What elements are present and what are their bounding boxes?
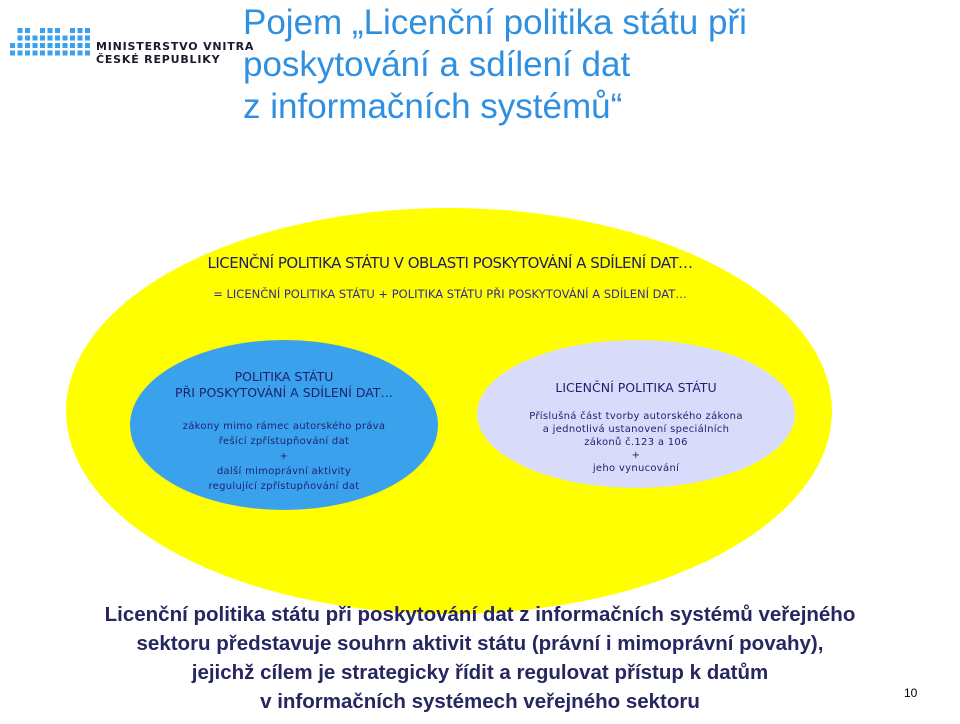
logo-dot [70,36,75,41]
logo-dot [85,36,90,41]
logo-dot [70,28,75,33]
logo-dot [85,43,90,48]
logo-dot [25,36,30,41]
left-title-line-1: POLITIKA STÁTU [234,369,334,384]
left-body-line-1: zákony mimo rámec autorského práva [182,421,386,432]
right-ellipse-title: LICENČNÍ POLITIKA STÁTU [555,380,717,395]
left-ellipse-title [130,369,438,401]
logo-dot [63,36,68,41]
title-line-3: z informačních systémů“ [243,87,623,126]
diagram-header-main: LICENČNÍ POLITIKA STÁTU V OBLASTI POSKYTOVÁNÍ A SDÍLENÍ DAT… [207,254,693,272]
logo-dot [10,51,15,56]
right-body-line-1: Příslušná část tvorby autorského zákona [529,411,743,422]
logo-dot [78,43,83,48]
page-number: 10 [904,686,918,700]
logo-dot [18,51,23,56]
slide-title [243,2,943,128]
summary-line-4: v informačních systémech veřejného sektoru [260,690,700,713]
diagram-header-sub: = LICENČNÍ POLITIKA STÁTU + POLITIKA STÁTU PŘI POSKYTOVÁNÍ A SDÍLENÍ DAT… [213,287,687,301]
summary-definition [0,600,960,716]
right-body-line-5: jeho vynucování [592,463,680,474]
logo-dot [78,51,83,56]
logo-dot [25,43,30,48]
summary-line-2: sektoru představuje souhrn aktivit státu (právní i mimoprávní povahy), [136,632,824,655]
logo-dot [48,36,53,41]
left-body-line-4: další mimoprávní aktivity [216,466,352,477]
logo-dot [40,36,45,41]
logo-dot [33,51,38,56]
logo-dot [63,43,68,48]
ministry-name-line-2: ČESKÉ REPUBLIKY [96,53,221,66]
logo-dot [40,51,45,56]
right-ellipse-body [477,410,795,475]
logo-dot [85,51,90,56]
logo-dot [33,36,38,41]
right-body-line-2: a jednotlivá ustanovení speciálních [542,424,730,435]
logo-dot [33,43,38,48]
logo-dot [10,43,15,48]
logo-dot [48,28,53,33]
logo-dot [18,28,23,33]
ministry-name [96,40,254,66]
logo-dot [48,51,53,56]
logo-dot [55,28,60,33]
left-body-line-2: řešící zpřístupňování dat [218,436,350,447]
logo-dot [70,43,75,48]
title-line-1: Pojem „Licenční politika státu při [243,3,747,42]
summary-line-3: jejichž cílem je strategicky řídit a regulovat přístup k datům [191,661,769,684]
logo-dot [63,51,68,56]
logo-dot [25,51,30,56]
logo-dot [55,43,60,48]
logo-dot [48,43,53,48]
left-ellipse-body [130,419,438,494]
logo-dot [55,36,60,41]
logo-dot [78,28,83,33]
left-title-line-2: PŘI POSKYTOVÁNÍ A SDÍLENÍ DAT… [175,385,393,400]
logo-dot [78,36,83,41]
logo-dot [18,36,23,41]
logo-dot [70,51,75,56]
logo-dot [40,43,45,48]
title-line-2: poskytování a sdílení dat [243,45,631,84]
right-body-line-3: zákonů č.123 a 106 [584,437,688,448]
logo-dot [85,28,90,33]
logo-dot [55,51,60,56]
summary-line-1: Licenční politika státu při poskytování dat z informačních systémů veřejného [104,603,856,626]
left-body-plus: + [279,451,289,462]
ministry-name-line-1: MINISTERSTVO VNITRA [96,40,255,53]
left-body-line-5: regulující zpřístupňování dat [208,481,360,492]
logo-dot [25,28,30,33]
right-body-plus: + [631,450,641,461]
logo-dot [40,28,45,33]
logo-dot [18,43,23,48]
